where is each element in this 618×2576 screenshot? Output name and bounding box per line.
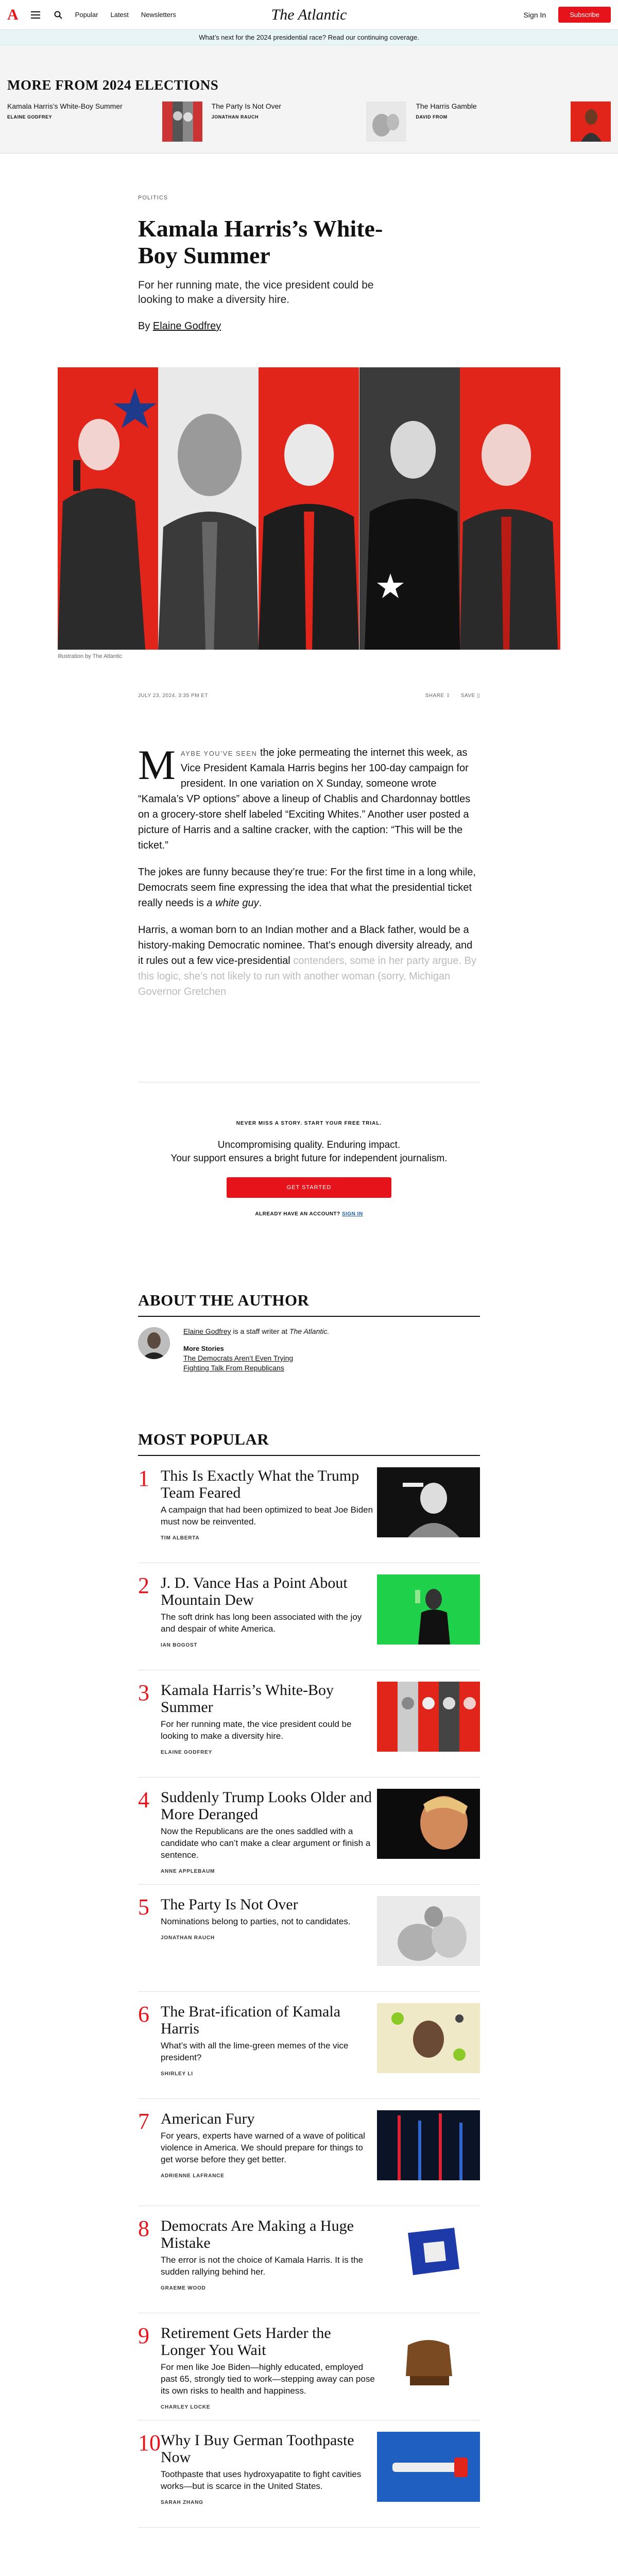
atlantic-logo[interactable]: A — [7, 6, 19, 23]
more-from-section — [0, 45, 618, 154]
byline — [138, 320, 221, 332]
lead-in-smallcaps: AYBE YOU’VE SEEN — [180, 750, 258, 757]
popular-item[interactable] — [138, 2099, 480, 2206]
popular-rank: 8 — [138, 2216, 149, 2241]
account-prompt — [138, 1211, 480, 1217]
popular-dek: For men like Joe Biden—highly educated, employed past 65, strongly tied to work—stepping away can pose its own risks to health and happiness. — [161, 2362, 375, 2396]
popular-author: TIM ALBERTA — [161, 1535, 200, 1541]
popular-dek: For years, experts have warned of a wave of political violence in America. We should prepare for things to get worse before they get better. — [161, 2131, 365, 2164]
popular-author: GRAEME WOOD — [161, 2285, 206, 2291]
nav-actions — [524, 7, 611, 23]
popular-title[interactable]: The Brat-ification of Kamala Harris — [161, 2003, 341, 2037]
popular-rank: 10 — [138, 2430, 161, 2455]
hero-caption: Illustration by The Atlantic — [58, 653, 123, 659]
more-from-title[interactable]: The Harris Gamble — [416, 102, 477, 110]
author-bio-text: is a staff writer at — [231, 1327, 289, 1335]
more-from-author: ELAINE GODFREY — [7, 114, 53, 120]
paywall-kicker: NEVER MISS A STORY. START YOUR FREE TRIAL. — [236, 1121, 382, 1126]
nav-link-latest[interactable]: Latest — [110, 11, 129, 19]
subscribe-button[interactable]: Subscribe — [558, 7, 611, 23]
popular-thumbnail[interactable] — [377, 2217, 480, 2287]
popular-rank: 1 — [138, 1466, 149, 1491]
byline-prefix: By — [138, 320, 150, 332]
hero-panel — [460, 367, 560, 650]
brand-wordmark[interactable]: The Atlantic — [271, 6, 347, 23]
popular-thumbnail[interactable] — [377, 1467, 480, 1537]
account-question: ALREADY HAVE AN ACCOUNT? — [255, 1211, 340, 1217]
popular-rank: 9 — [138, 2323, 149, 2348]
hero-panel — [259, 367, 359, 650]
share-label: SHARE — [425, 693, 444, 699]
popular-item[interactable] — [138, 1885, 480, 1992]
save-label: SAVE — [460, 693, 475, 699]
popular-thumbnail[interactable] — [377, 1789, 480, 1859]
search-icon[interactable] — [53, 9, 64, 21]
popular-thumbnail[interactable] — [377, 2110, 480, 2180]
article-dek: For her running mate, the vice president could be looking to make a diversity hire. — [138, 279, 374, 306]
article-paragraph — [138, 922, 480, 999]
popular-item[interactable] — [138, 1456, 480, 1563]
nav-link-popular[interactable]: Popular — [75, 11, 98, 19]
popular-dek: The error is not the choice of Kamala Harris. It is the sudden rallying behind her. — [161, 2255, 364, 2277]
paragraph-text: Harris, a woman born to an Indian mother and a Black father, would be a history-making Democratic nominee. That’s enough diversity already, and it rules out a few vice-presidential — [138, 924, 473, 967]
popular-rank: 6 — [138, 2002, 149, 2027]
nav-link-newsletters[interactable]: Newsletters — [141, 11, 176, 19]
popular-title[interactable]: J. D. Vance Has a Point About Mountain Dew — [161, 1574, 348, 1608]
more-from-thumbnail[interactable] — [366, 101, 406, 142]
hero-panel — [359, 367, 460, 650]
popular-title[interactable]: The Party Is Not Over — [161, 1896, 298, 1913]
popular-author: SARAH ZHANG — [161, 2499, 203, 2505]
more-from-title[interactable]: The Party Is Not Over — [211, 102, 282, 110]
paragraph-text: The jokes are funny because they’re true: For the first time in a long while, Democrats seem fine expressing the idea that what the presidential ticket really needs is — [138, 867, 476, 909]
sign-in-link[interactable]: Sign In — [523, 10, 546, 19]
more-story-link[interactable]: The Democrats Aren’t Even Trying — [183, 1354, 294, 1362]
popular-item[interactable] — [138, 1992, 480, 2099]
paywall-sign-in-link[interactable]: SIGN IN — [341, 1211, 363, 1217]
about-author-section — [138, 1291, 480, 1372]
popular-item[interactable] — [138, 2206, 480, 2313]
popular-rank: 2 — [138, 1573, 149, 1598]
popular-dek: The soft drink has long been associated with the joy and despair of white America. — [161, 1612, 362, 1634]
popular-dek: What’s with all the lime-green memes of the vice president? — [161, 2041, 349, 2062]
popular-item[interactable] — [138, 1777, 480, 1885]
paywall-text — [138, 1139, 480, 1165]
get-started-button[interactable]: GET STARTED — [227, 1177, 391, 1198]
paragraph-text-faded: contenders, some in her party argue. By this logic, she’s not likely to run with another woman (sorry, Michigan Governor Gretchen — [138, 955, 477, 997]
popular-title[interactable]: Suddenly Trump Looks Older and More Deranged — [161, 1789, 372, 1823]
paywall-line: Uncompromising quality. Enduring impact. — [217, 1140, 401, 1150]
popular-dek: Nominations belong to parties, not to candidates. — [161, 1917, 351, 1926]
share-icon: ⇪ — [445, 693, 451, 699]
popular-item[interactable] — [138, 1563, 480, 1670]
popular-title[interactable]: Democrats Are Making a Huge Mistake — [161, 2217, 354, 2251]
more-from-thumbnail[interactable] — [571, 101, 611, 142]
author-avatar[interactable] — [138, 1327, 170, 1359]
menu-icon[interactable] — [30, 9, 41, 21]
bookmark-icon: ▯ — [476, 693, 480, 699]
popular-dek: Toothpaste that uses hydroxyapatite to fight cavities works—but is scarce in the United States. — [161, 2469, 362, 2491]
popular-title[interactable]: This Is Exactly What the Trump Team Feared — [161, 1467, 359, 1501]
more-from-item[interactable] — [7, 101, 202, 142]
article-paragraph — [138, 741, 480, 853]
paragraph-emphasis: a white guy — [207, 897, 259, 909]
popular-rank: 5 — [138, 1894, 149, 1920]
paragraph-text: the joke permeating the internet this week, as Vice President Kamala Harris begins her 100-day campaign for president. In one variation on X Sunday, someone wrote “Kamala’s VP options” above a lineup of Chablis and Chardonnay bottles on a grocery-store shelf labeled “Exciting Whites.” Another user posted a picture of Harris and a saltine cracker, with the caption: “This will be the ticket.” — [138, 747, 471, 851]
popular-thumbnail[interactable] — [377, 2003, 480, 2073]
popular-rank: 7 — [138, 2109, 149, 2134]
article-kicker[interactable]: POLITICS — [138, 195, 168, 201]
popular-thumbnail[interactable] — [377, 1574, 480, 1645]
article-headline: Kamala Harris’s White-Boy Summer — [138, 215, 383, 268]
popular-item[interactable] — [138, 1670, 480, 1777]
popular-author: JONATHAN RAUCH — [161, 1935, 215, 1941]
more-from-heading: MORE FROM 2024 ELECTIONS — [7, 77, 219, 93]
popular-title[interactable]: Retirement Gets Harder the Longer You Wait — [161, 2325, 331, 2359]
more-from-item[interactable] — [416, 101, 611, 142]
popular-title[interactable]: American Fury — [161, 2110, 255, 2127]
most-popular-heading: MOST POPULAR — [138, 1430, 480, 1456]
promo-banner[interactable]: What’s next for the 2024 presidential race? Read our continuing coverage. — [0, 30, 618, 45]
popular-rank: 3 — [138, 1680, 149, 1705]
popular-thumbnail[interactable] — [377, 1682, 480, 1752]
more-from-title[interactable]: Kamala Harris’s White-Boy Summer — [7, 102, 123, 110]
author-bio — [183, 1327, 329, 1372]
drop-cap: M — [138, 741, 176, 788]
popular-rank: 4 — [138, 1787, 149, 1812]
popular-author: IAN BOGOST — [161, 1642, 198, 1648]
article-paragraph — [138, 865, 480, 911]
popular-thumbnail[interactable] — [377, 2325, 480, 2395]
popular-dek: A campaign that had been optimized to beat Joe Biden must now be reinvented. — [161, 1505, 373, 1527]
popular-dek: For her running mate, the vice president could be looking to make a diversity hire. — [161, 1719, 352, 1741]
top-nav — [0, 0, 618, 30]
paragraph-text: . — [259, 897, 262, 909]
article-meta — [138, 693, 480, 699]
popular-author: CHARLEY LOCKE — [161, 2404, 211, 2410]
popular-title[interactable]: Kamala Harris’s White-Boy Summer — [161, 1682, 334, 1716]
more-stories-heading: More Stories — [183, 1345, 224, 1352]
author-name-link[interactable]: Elaine Godfrey — [183, 1327, 231, 1335]
popular-thumbnail[interactable] — [377, 1896, 480, 1966]
paywall-prompt — [138, 1082, 480, 1217]
publish-date: JULY 23, 2024, 3:35 PM ET — [138, 693, 209, 699]
popular-dek: Now the Republicans are the ones saddled with a candidate who can’t make a clear argument or finish a sentence. — [161, 1826, 371, 1860]
share-button[interactable] — [425, 693, 451, 699]
hero-illustration — [58, 367, 560, 650]
about-author-heading: ABOUT THE AUTHOR — [138, 1291, 480, 1317]
popular-author: ANNE APPLEBAUM — [161, 1868, 215, 1874]
author-publication: The Atlantic. — [289, 1327, 330, 1335]
popular-item[interactable] — [138, 2420, 480, 2528]
more-from-author: JONATHAN RAUCH — [211, 114, 259, 120]
save-button[interactable] — [461, 693, 480, 699]
popular-thumbnail[interactable] — [377, 2432, 480, 2502]
more-from-item[interactable] — [212, 101, 407, 142]
popular-item[interactable] — [138, 2313, 480, 2420]
popular-author: SHIRLEY LI — [161, 2071, 193, 2077]
popular-author: ELAINE GODFREY — [161, 1749, 213, 1755]
article-body — [138, 741, 480, 1011]
paywall-line: Your support ensures a bright future for independent journalism. — [170, 1153, 448, 1164]
popular-title[interactable]: Why I Buy German Toothpaste Now — [161, 2432, 354, 2466]
more-from-author: DAVID FROM — [416, 114, 448, 120]
more-from-thumbnail[interactable] — [162, 101, 202, 142]
hero-panel — [58, 367, 158, 650]
popular-author: ADRIENNE LAFRANCE — [161, 2173, 225, 2179]
byline-author-link[interactable]: Elaine Godfrey — [152, 320, 221, 332]
more-story-link[interactable]: Fighting Talk From Republicans — [183, 1364, 284, 1372]
hero-panel — [158, 367, 259, 650]
most-popular-section — [138, 1430, 480, 2528]
